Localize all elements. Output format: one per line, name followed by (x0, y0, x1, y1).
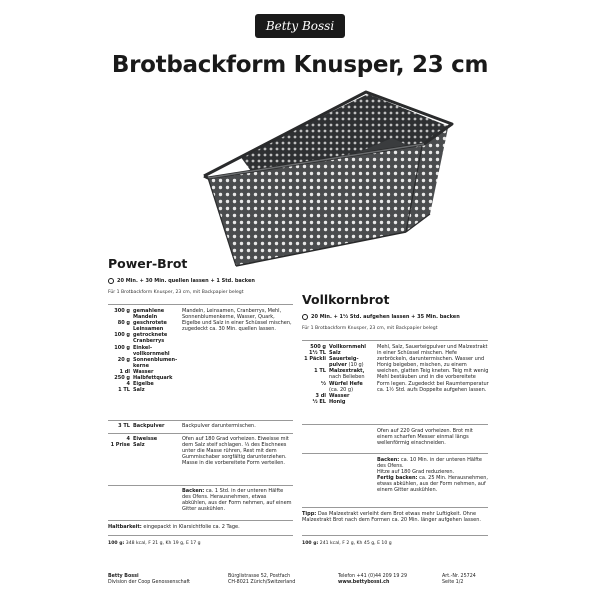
bake-label: Backen: (377, 457, 400, 463)
ingredient-row: 100 g getrocknete Cranberrys (114, 332, 168, 345)
right-step-1: Mehl, Salz, Sauerteigpulver und Malzextrakt in einer Schüssel mischen. Hefe zerbröckeln, daruntermischen. Wasser und Honig beigeben, mischen, zu einem weichen, glatten Teig kneten. Teig mit wenig Mehl bestäuben und in die vorbereitete Form legen. Zugedeckt bei Raumtemperatur ca. 1½ Std. aufs Doppelte aufgehen lassen. (377, 344, 489, 393)
tip-text: Das Malzextrakt verleiht dem Brot etwas mehr Luftigkeit. Ohne Malzextrakt Brot nach dem Formen ca. 20 Min. länger aufgehen lassen. (302, 511, 481, 524)
bake-label: Backen: (182, 488, 205, 494)
ingredient-row: 80 g geschrotete Leinsamen (117, 320, 167, 333)
divider (108, 304, 293, 305)
finish-bake-label: Fertig backen: (377, 475, 418, 482)
left-step-3: Ofen auf 180 Grad vorheizen. Eiweisse mit dem Salz steif schlagen. ⅓ des Eischnees unter die Masse rühren, Rest mit dem Gummischaber sorgfältig darunterziehen. Masse in die vorbereitete Form verteilen. (182, 436, 289, 467)
ingredient-row: 1 Prise Salz (110, 442, 145, 449)
footer-company-name: Betty Bossi (108, 574, 139, 579)
ingredient-row: ½ EL Honig (312, 398, 346, 405)
nutrition-text: 348 kcal, F 21 g, Kh 19 g, E 17 g (125, 541, 201, 546)
ingredient-row: 3 dl Wasser (315, 392, 350, 399)
right-nutrition (302, 541, 490, 547)
divider (108, 535, 293, 536)
divider (108, 420, 293, 421)
left-ingredients-group-3 (108, 436, 183, 448)
footer-page-number: Seite 1/2 (442, 580, 464, 586)
ingredient-row: 1 TL Salz (118, 387, 145, 394)
divider (108, 520, 293, 521)
left-step-2: Backpulver daruntermischen. (182, 423, 256, 429)
divider (302, 340, 488, 341)
ingredient-row: 3 TL Backpulver (118, 423, 165, 429)
left-step-1: Mandeln, Leinsamen, Cranberrys, Mehl, Sonnenblumenkerne, Wasser, Quark, Eigelbe und Salz in einer Schüssel mischen, zugedeckt ca. 30 Min. quellen lassen. (182, 308, 292, 333)
left-recipe-note: Für 1 Brotbackform Knusper, 23 cm, mit Backpapier belegt (108, 290, 244, 295)
right-recipe-note: Für 1 Brotbackform Knusper, 23 cm, mit Backpapier belegt (302, 326, 438, 331)
right-recipe-title: Vollkornbrot (302, 292, 390, 307)
left-ingredients-group-2 (108, 423, 183, 429)
divider (302, 507, 488, 508)
clock-icon (302, 314, 308, 320)
left-bake-step (182, 488, 292, 512)
ingredient-row: 500 g Vollkornmehl (310, 344, 366, 350)
shelf-life-label: Haltbarkeit: (108, 524, 142, 530)
nutrition-text: 241 kcal, F 2 g, Kh 45 g, E 10 g (319, 541, 392, 546)
left-ingredients-group-1 (108, 308, 183, 393)
ingredient-row: 1 dl Wasser (119, 368, 154, 375)
page-title: Brotbackform Knusper, 23 cm (111, 52, 489, 78)
ingredient-row: 4 Eiweisse (126, 436, 158, 442)
right-step-2: Ofen auf 220 Grad vorheizen. Brot mit einem scharfen Messer einmal längs wellenförmig einschneiden. (377, 428, 473, 447)
betty-bossi-logo: Betty Bossi (255, 14, 345, 38)
footer-website-link[interactable]: www.bettybossi.ch (338, 580, 390, 586)
bake-text: ca. 10 Min. in der unteren Hälfte des Ofens. (377, 457, 483, 470)
right-recipe-time-text: 20 Min. + 1½ Std. aufgehen lassen + 35 Min. backen (311, 314, 460, 320)
tip-label: Tipp: (302, 511, 317, 517)
divider (302, 424, 488, 425)
footer-phone: Telefon +41 (0)44 209 19 29 (338, 574, 408, 579)
footer-company (108, 574, 208, 586)
left-recipe-time-text: 20 Min. + 30 Min. quellen lassen + 1 Std. backen (117, 278, 255, 284)
shelf-life-text: eingepackt in Klarsichtfolie ca. 2 Tage. (143, 524, 240, 530)
divider (302, 453, 488, 454)
right-recipe-time (302, 314, 460, 320)
footer-city: CH-8021 Zürich/Switzerland (228, 580, 296, 586)
left-shelf-life (108, 524, 298, 530)
divider (108, 433, 293, 434)
left-recipe-time (108, 278, 255, 284)
footer-address (228, 574, 328, 586)
divider (108, 485, 293, 486)
ingredient-row: 4 Eigelbe (126, 381, 154, 388)
heat-reduce-text: Hitze auf 180 Grad reduzieren. (377, 469, 455, 476)
left-nutrition (108, 541, 298, 547)
footer-contact (338, 574, 438, 586)
ingredient-row: 300 g gemahlene Mandeln (114, 308, 165, 321)
footer-street: Bürglistrasse 52, Postfach (228, 574, 291, 579)
ingredient-row: 20 g Sonnenblumen-kerne (117, 356, 178, 369)
bake-text: ca. 1 Std. in der unteren Hälfte des Ofens. Herausnehmen, etwas abkühlen, aus der Form nehmen, auf einem Gitter auskühlen. (182, 488, 292, 513)
right-tip (302, 511, 490, 523)
footer-division: Division der Coop Genossenschaft (108, 580, 191, 586)
ingredient-row: 1 TL Malzextrakt, nach Belieben (314, 368, 365, 381)
divider (302, 535, 488, 536)
ingredient-row: 100 g Einkel-vollkornmehl (114, 344, 170, 357)
ingredient-row: 250 g Halbfettquark (114, 375, 173, 382)
footer-article (442, 574, 502, 586)
ingredient-row: 1 Päckli Sauerteig-pulver (10 g) (304, 356, 364, 369)
clock-icon (108, 278, 114, 284)
nutrition-label: 100 g: (108, 541, 125, 546)
finish-bake-text: ca. 25 Min. Herausnehmen, etwas abkühlen, aus der Form nehmen, auf einem Gitter auskühlen. (377, 475, 488, 494)
right-ingredients (300, 344, 378, 405)
footer-article-number: Art.-Nr. 25724 (442, 574, 476, 579)
right-bake-step (377, 457, 489, 494)
nutrition-label: 100 g: (302, 541, 319, 546)
ingredient-row: 1½ TL Salz (309, 350, 341, 357)
left-recipe-title: Power-Brot (108, 256, 188, 271)
ingredient-row: ½ Würfel Hefe (ca. 20 g) (320, 380, 363, 393)
loaf-pan-image (196, 86, 458, 276)
